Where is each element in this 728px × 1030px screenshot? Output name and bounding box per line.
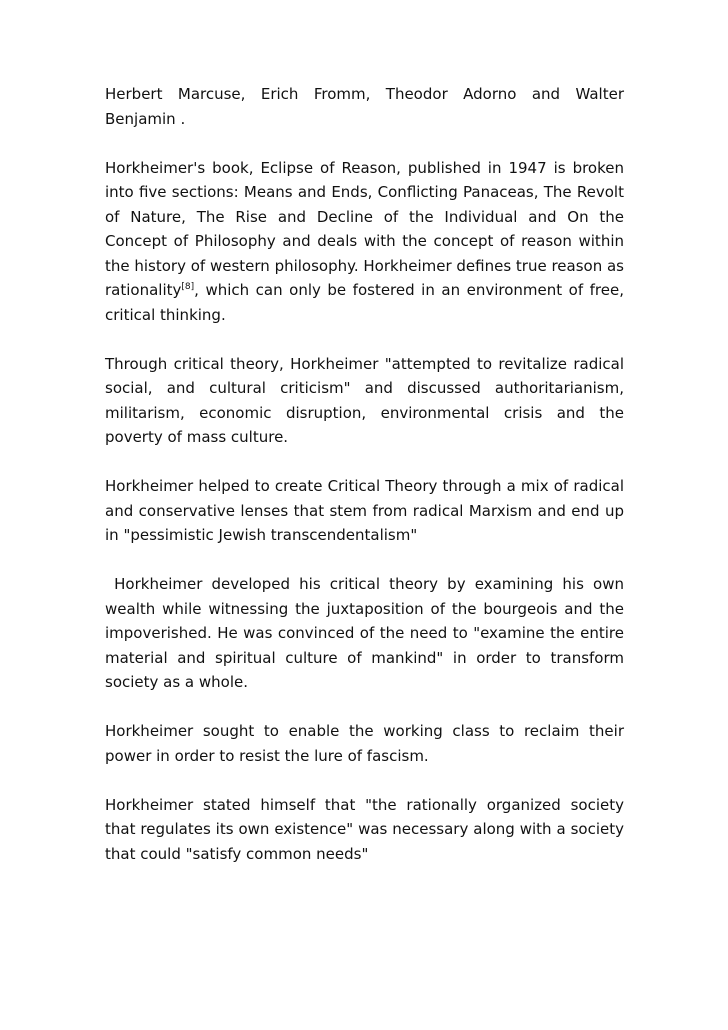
paragraph-text: , which can only be fostered in an environment of free, critical thinking. xyxy=(105,281,624,324)
document-page xyxy=(105,82,624,891)
paragraph-text: Horkheimer's book, Eclipse of Reason, published in 1947 is broken into five sections: Means and Ends, Conflicting Panaceas, The Revolt of Nature, The Rise and Decline of the Individual and On the Concept of Philosophy and deals with the concept of reason within the history of western philosophy. Horkheimer defines true reason as rationality xyxy=(105,158,624,299)
paragraph-text: Horkheimer developed his critical theory by examining his own wealth while witnessing the juxtaposition of the bourgeois and the impoverished. He was convinced of the need to "examine the entire material and spiritual culture of mankind" in order to transform society as a whole. xyxy=(105,575,624,691)
paragraph-critical-theory: Through critical theory, Horkheimer "attempted to revitalize radical social, and cultural criticism" and discussed authoritarianism, militarism, economic disruption, environmental crisis and the poverty of mass culture. xyxy=(105,354,624,446)
citation-link[interactable]: [8] xyxy=(181,282,195,292)
paragraph-marcuse-fromm: Herbert Marcuse, Erich Fromm, Theodor Adorno and Walter Benjamin . xyxy=(105,85,624,128)
paragraph-working-class: Horkheimer sought to enable the working class to reclaim their power in order to resist the lure of fascism. xyxy=(105,722,624,765)
paragraph-wealth-juxtaposition xyxy=(105,572,624,695)
paragraph-critical-theory-origins: Horkheimer helped to create Critical Theory through a mix of radical and conservative lenses that stem from radical Marxism and end up in "pessimistic Jewish transcendentalism" xyxy=(105,477,624,544)
paragraph-organized-society: Horkheimer stated himself that "the rationally organized society that regulates its own existence" was necessary along with a society that could "satisfy common needs" xyxy=(105,795,624,863)
paragraph-eclipse-of-reason xyxy=(105,156,624,328)
